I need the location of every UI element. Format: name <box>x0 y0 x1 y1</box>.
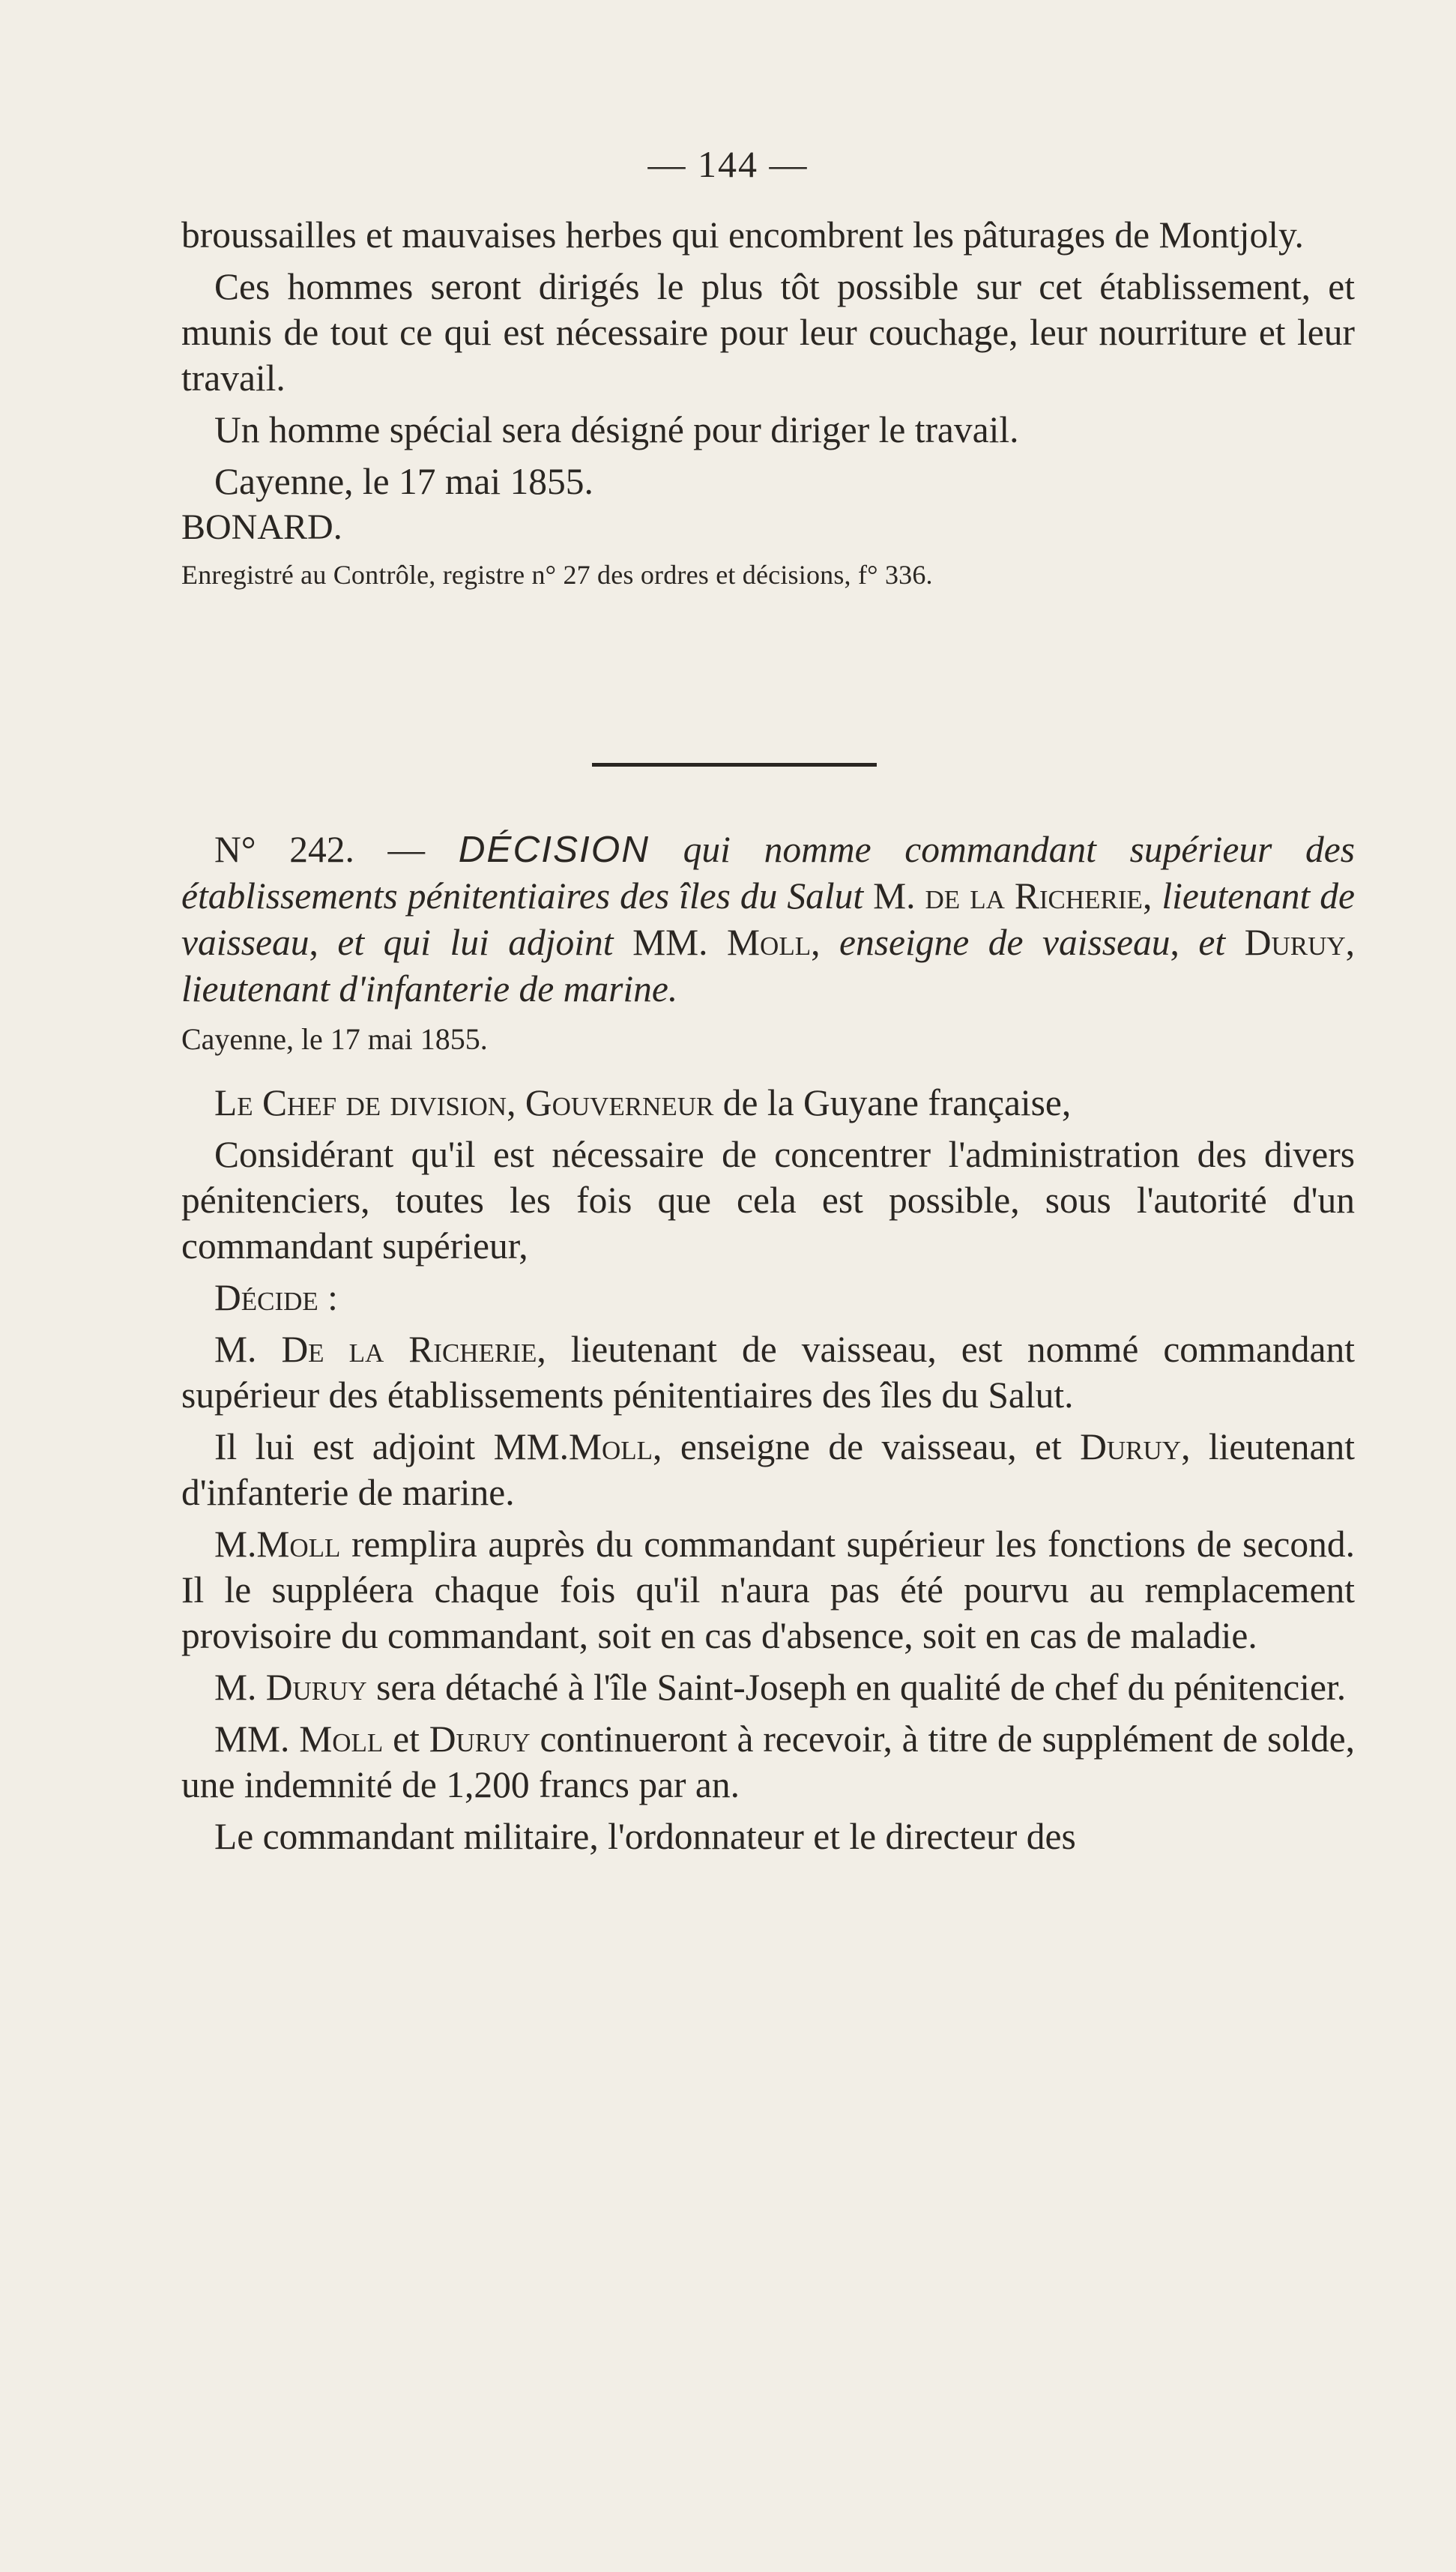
register-note: Enregistré au Contrôle, registre n° 27 des ordres et décisions, f° 336. <box>181 560 933 590</box>
a2-b: , enseigne de vaisseau, et <box>653 1426 1062 1467</box>
a5-et: et <box>393 1718 420 1760</box>
signature-bonard: BONARD. <box>181 507 342 547</box>
a1-rest: , lieutenant de vaisseau, est nommé commandant supérieur des établissements pénitentiaires des îles du Salut. <box>181 1329 1356 1416</box>
decision-title: N° 242. — DÉCISION qui nomme commandant supérieur des établissements pénitentiaires des îles du Salut M. de la Richerie, lieutenant de vaisseau, et qui lui adjoint MM. Moll, enseigne de vaisseau, et Duruy, lieutenant d'infanterie de marine. <box>181 829 1356 1009</box>
decision-number: N° 242. — <box>214 829 426 870</box>
a5-rest: continueront à recevoir, à titre de supplément de solde, une indemnité de 1,200 francs par an. <box>181 1718 1356 1805</box>
paragraph-considerant: Considérant qu'il est nécessaire de concentrer l'administration des divers pénitenciers, toutes les fois que cela est possible, sous l'autorité d'un commandant supérieur, <box>181 1134 1355 1267</box>
decision-title-moll: Moll <box>727 922 812 963</box>
decision-date: Cayenne, le 17 mai 1855. <box>181 1022 488 1056</box>
a2-duruy: Duruy <box>1080 1426 1182 1467</box>
chef-de-division: Le Chef de division <box>214 1082 507 1123</box>
a4-rest: sera détaché à l'île Saint-Joseph en qualité de chef du pénitencier. <box>376 1667 1347 1708</box>
decision-title-mm: MM. <box>632 922 708 963</box>
guyane: de la Guyane française, <box>722 1082 1072 1123</box>
decision-word: DÉCISION <box>458 829 650 870</box>
decision-242 <box>181 827 1355 1865</box>
a5-moll: Moll <box>299 1718 384 1760</box>
a3-rest: remplira auprès du commandant supérieur les fonctions de second. Il le suppléera chaque fois qu'il n'aura pas été pourvu au remplacement provisoire du commandant, soit en cas d'absence, soit en cas de maladie. <box>181 1524 1355 1656</box>
decision-title-de-la: de la <box>925 875 1005 917</box>
paragraph-decide: Décide : <box>214 1277 338 1318</box>
decision-title-et: et <box>1198 922 1226 963</box>
article-indemnity <box>181 1716 1355 1808</box>
a1-m: M. <box>214 1329 257 1370</box>
a2-a: Il lui est adjoint MM. <box>214 1426 569 1467</box>
page-number: — 144 — <box>647 143 809 185</box>
decision-title-part-3: et qui lui adjoint <box>337 922 614 963</box>
decision-title-part-5: lieutenant d'infanterie de marine. <box>181 968 678 1009</box>
decision-title-part-4: enseigne de vaisseau <box>839 922 1170 963</box>
section-divider <box>592 763 877 767</box>
decision-title-part-1: qui nomme commandant supérieur des établissements pénitentiaires des îles du Salut <box>181 829 1355 917</box>
preceding-decision-end <box>181 212 1355 600</box>
paragraph-men-directed: Ces hommes seront dirigés le plus tôt possible sur cet établissement, et munis de tout ce qui est nécessaire pour leur couchage, leur nourriture et leur travail. <box>181 266 1355 399</box>
a2-moll: Moll <box>568 1426 653 1467</box>
article-nomination <box>181 1326 1355 1418</box>
article-final-partial: Le commandant militaire, l'ordonnateur et le directeur des <box>214 1816 1076 1857</box>
article-moll-second <box>181 1521 1355 1658</box>
decision-title-m: M. <box>873 875 916 917</box>
a3-m: M. <box>214 1524 257 1565</box>
decision-title-part-2: lieutenant de vaisseau <box>181 875 1356 963</box>
paragraph-special-man: Un homme spécial sera désigné pour diriger le travail. <box>214 409 1019 450</box>
article-duruy-detached <box>181 1664 1355 1710</box>
paragraph-governor: Le Chef de division, Gouverneur de la Guyane française, <box>214 1082 1072 1123</box>
paragraph-montjoly: broussailles et mauvaises herbes qui encombrent les pâturages de Montjoly. <box>181 214 1304 256</box>
article-adjoint <box>181 1424 1355 1515</box>
a3-moll: Moll <box>256 1524 341 1565</box>
gouverneur: Gouverneur <box>525 1082 714 1123</box>
a5-mm: MM. <box>214 1718 290 1760</box>
a1-name: De la Richerie <box>281 1329 537 1370</box>
a4-m: M. <box>214 1667 257 1708</box>
decision-title-duruy: Duruy <box>1244 922 1346 963</box>
decision-title-richerie: Richerie <box>1014 875 1143 917</box>
a2-c: , lieutenant d'infanterie de marine. <box>181 1426 1356 1513</box>
date-line: Cayenne, le 17 mai 1855. <box>214 461 593 502</box>
a4-duruy: Duruy <box>265 1667 367 1708</box>
a5-duruy: Duruy <box>429 1718 531 1760</box>
